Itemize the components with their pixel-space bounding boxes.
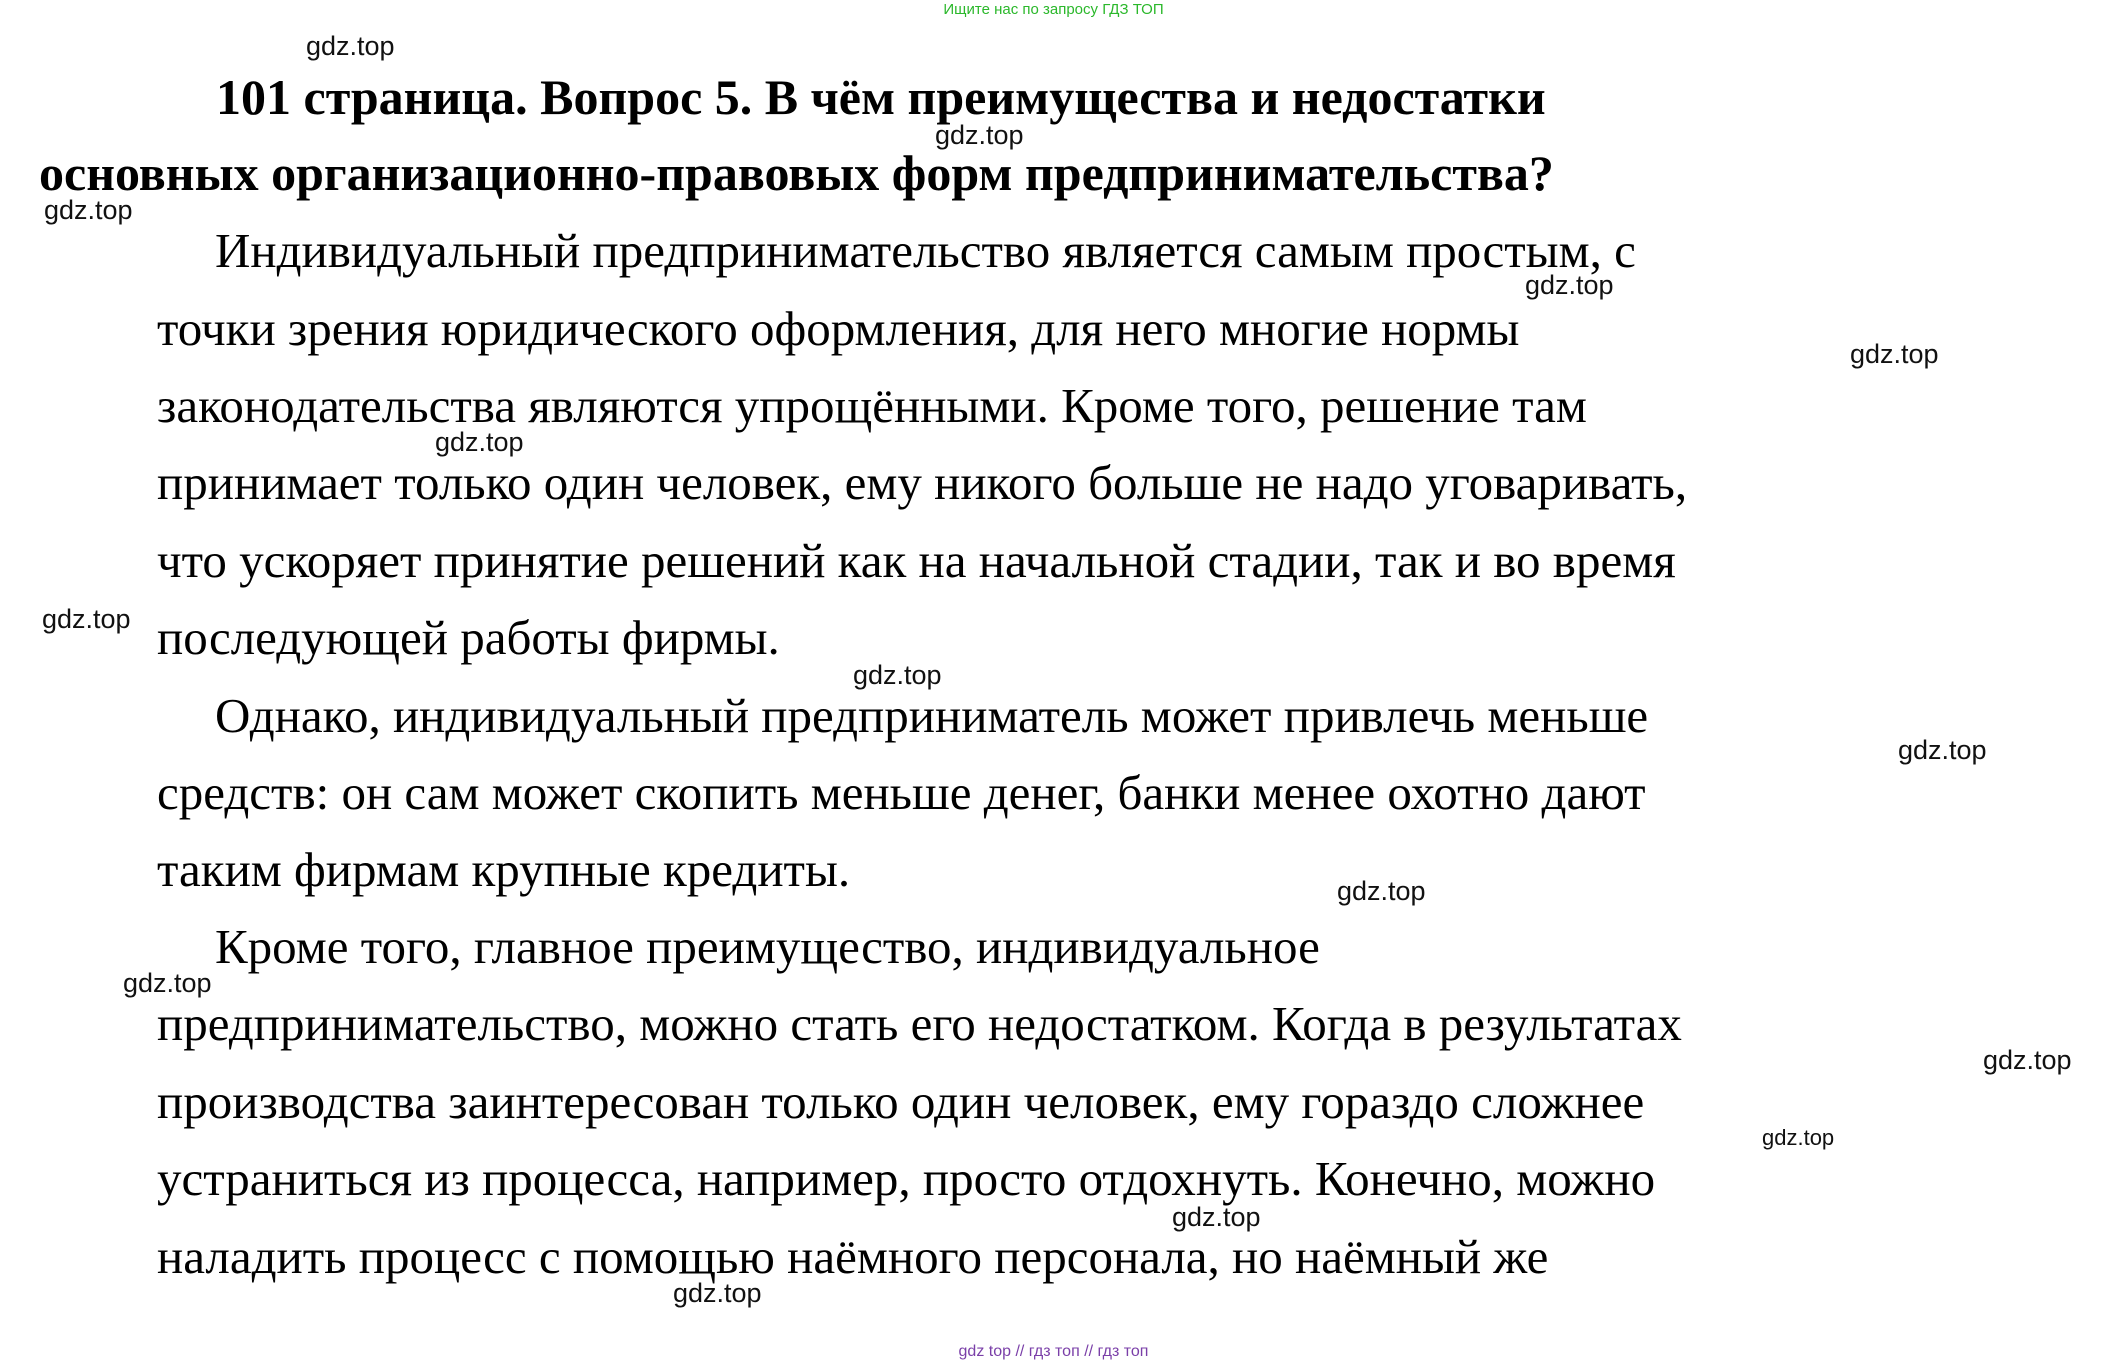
page-title-line-2: основных организационно-правовых форм предпринимательства?	[39, 145, 1554, 201]
paragraph-line: наладить процесс с помощью наёмного персонала, но наёмный же	[157, 1229, 1549, 1284]
paragraph-line: средств: он сам может скопить меньше денег, банки менее охотно дают	[157, 765, 1646, 820]
watermark: gdz.top	[123, 968, 212, 998]
paragraph-line: Однако, индивидуальный предприниматель может привлечь меньше	[215, 688, 1649, 743]
paragraph-line: таким фирмам крупные кредиты.	[157, 842, 851, 897]
watermark: gdz.top	[1172, 1202, 1261, 1232]
watermark: gdz.top	[1983, 1045, 2072, 1075]
watermark: gdz.top	[853, 660, 942, 690]
watermark: gdz.top	[1898, 735, 1987, 765]
watermark: gdz.top	[44, 195, 133, 225]
paragraph-line: Кроме того, главное преимущество, индивидуальное	[215, 919, 1320, 974]
paragraph-line: законодательства являются упрощёнными. Кроме того, решение там	[157, 378, 1587, 433]
watermark: gdz.top	[1525, 270, 1614, 300]
page-title-line-1: 101 страница. Вопрос 5. В чём преимущества и недостатки	[216, 69, 1546, 125]
watermark: gdz.top	[1337, 876, 1426, 906]
watermark: gdz.top	[935, 120, 1024, 150]
watermark: gdz.top	[435, 427, 524, 457]
watermark: gdz.top	[306, 31, 395, 61]
watermark: gdz.top	[673, 1278, 762, 1308]
paragraph-line: устраниться из процесса, например, просто отдохнуть. Конечно, можно	[157, 1151, 1656, 1206]
top-banner: Ищите нас по запросу ГДЗ ТОП	[943, 1, 1164, 18]
watermark: gdz.top	[1762, 1125, 1835, 1150]
footer-links: gdz top // гдз топ // гдз топ	[958, 1343, 1149, 1360]
paragraph-line: Индивидуальный предпринимательство является самым простым, с	[215, 223, 1636, 278]
paragraph-line: что ускоряет принятие решений как на начальной стадии, так и во время	[157, 533, 1676, 588]
paragraph-line: точки зрения юридического оформления, для него многие нормы	[157, 301, 1520, 356]
paragraph-line: принимает только один человек, ему никого больше не надо уговаривать,	[157, 455, 1688, 510]
paragraph-line: производства заинтересован только один человек, ему гораздо сложнее	[157, 1074, 1645, 1129]
watermark: gdz.top	[1850, 339, 1939, 369]
paragraph-line: предпринимательство, можно стать его недостатком. Когда в результатах	[157, 996, 1682, 1051]
watermark: gdz.top	[42, 604, 131, 634]
paragraph-line: последующей работы фирмы.	[157, 610, 780, 665]
